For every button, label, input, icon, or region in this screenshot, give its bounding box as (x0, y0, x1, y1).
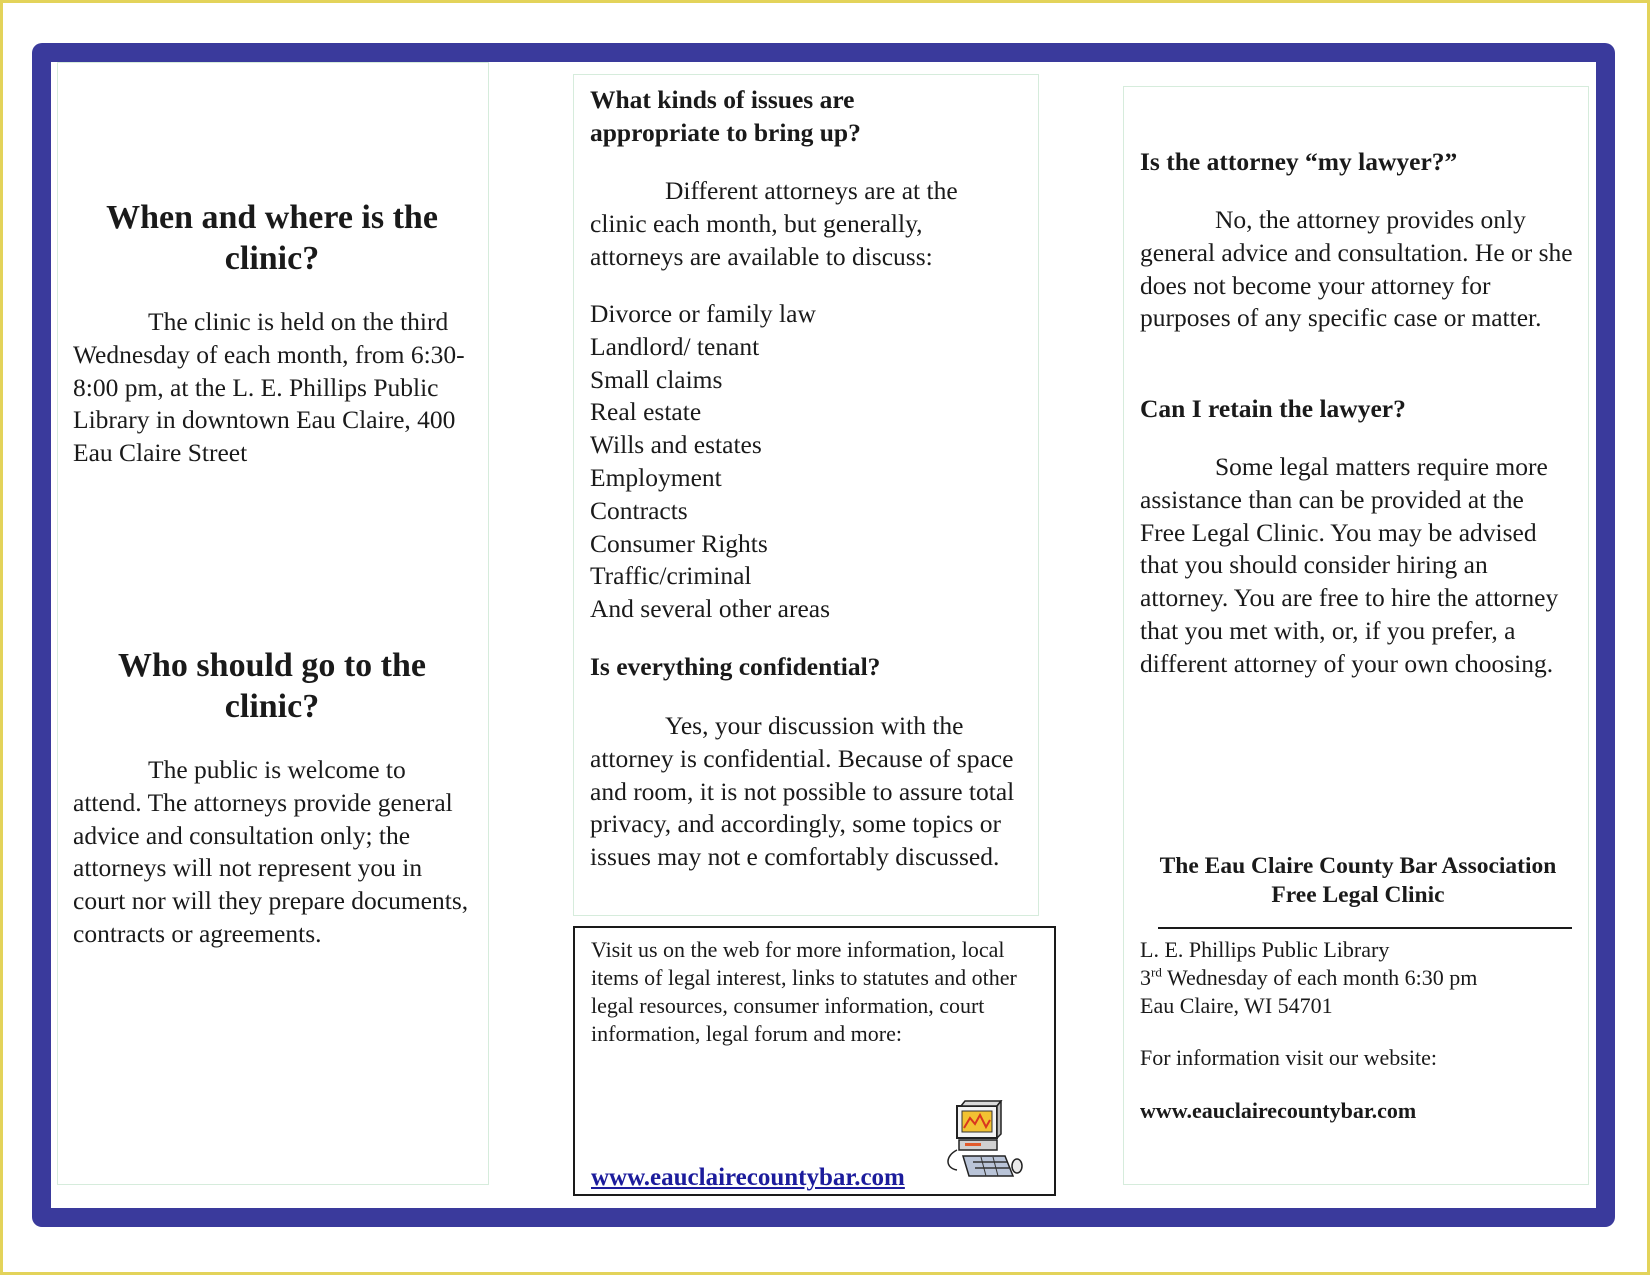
issues-list (590, 298, 990, 626)
body-when-where: The clinic is held on the third Wednesday of each month, from 6:30-8:00 pm, at the L. E. Phillips Public Library in downtown Eau Claire, 400 Eau Claire Street (73, 307, 465, 468)
body-confidential: Yes, your discussion with the attorney is confidential. Because of space and room, it is not possible to assure total privacy, and accordingly, some topics or issues may not e comfortably discussed. (590, 711, 1015, 872)
organization-name-line2: Free Legal Clinic (1271, 882, 1445, 908)
clinic-address (1140, 936, 1580, 1020)
address-line1: L. E. Phillips Public Library (1140, 937, 1390, 962)
list-item: Consumer Rights (590, 528, 768, 558)
organization-name-line1: The Eau Claire County Bar Association (1159, 853, 1557, 879)
heading-issues: What kinds of issues are appropriate to bring up? (590, 85, 861, 147)
list-item: Divorce or family law (590, 299, 816, 328)
web-info-box (573, 926, 1056, 1196)
schedule-line (1140, 965, 1477, 990)
list-item: Traffic/criminal (590, 561, 752, 591)
body-my-lawyer: No, the attorney provides only general advice and consultation. He or she does not become your attorney for purposes of any specific case or matter. (1140, 205, 1573, 333)
list-item: And several other areas (590, 594, 831, 624)
website-link[interactable]: www.eauclairecountybar.com (591, 1164, 905, 1191)
list-item: Wills and estates (590, 430, 762, 460)
heading-when-where: When and where is the clinic? (106, 199, 438, 277)
schedule-text: Wednesday of each month 6:30 pm (1161, 965, 1478, 990)
list-item: Small claims (590, 364, 723, 394)
list-item: Landlord/ tenant (590, 331, 760, 361)
schedule-number: 3 (1140, 965, 1151, 990)
list-item: Contracts (590, 495, 688, 525)
body-retain: Some legal matters require more assistance than can be provided at the Free Legal Clinic. You may be advised that you should consider hiring an attorney. You are free to hire the attorney that you met with, or, if you prefer, a different attorney of your own choosing. (1140, 452, 1559, 678)
website-prompt: For information visit our website: (1140, 1045, 1437, 1070)
address-line3: Eau Claire, WI 54701 (1140, 993, 1333, 1018)
body-who-should-go: The public is welcome to attend. The attorneys provide general advice and consultation only; the attorneys will not represent you in court nor will they prepare documents, contracts or agreements. (73, 755, 469, 948)
list-item: Employment (590, 462, 722, 492)
heading-retain: Can I retain the lawyer? (1140, 394, 1406, 423)
divider-rule (1158, 927, 1572, 929)
web-info-text: Visit us on the web for more information, local items of legal interest, links to statutes and other legal resources, consumer information, court information, legal forum and more: (591, 937, 1017, 1046)
list-item: Real estate (590, 397, 702, 427)
heading-who-should-go: Who should go to the clinic? (118, 647, 426, 725)
website-address[interactable]: www.eauclairecountybar.com (1140, 1098, 1417, 1123)
heading-my-lawyer: Is the attorney “my lawyer?” (1140, 147, 1458, 176)
heading-confidential: Is everything confidential? (590, 652, 881, 681)
schedule-ordinal: rd (1151, 964, 1162, 980)
computer-icon (943, 1100, 1023, 1182)
organization-name (1143, 852, 1573, 910)
body-issues: Different attorneys are at the clinic each month, but generally, attorneys are available to discuss: (590, 176, 958, 271)
